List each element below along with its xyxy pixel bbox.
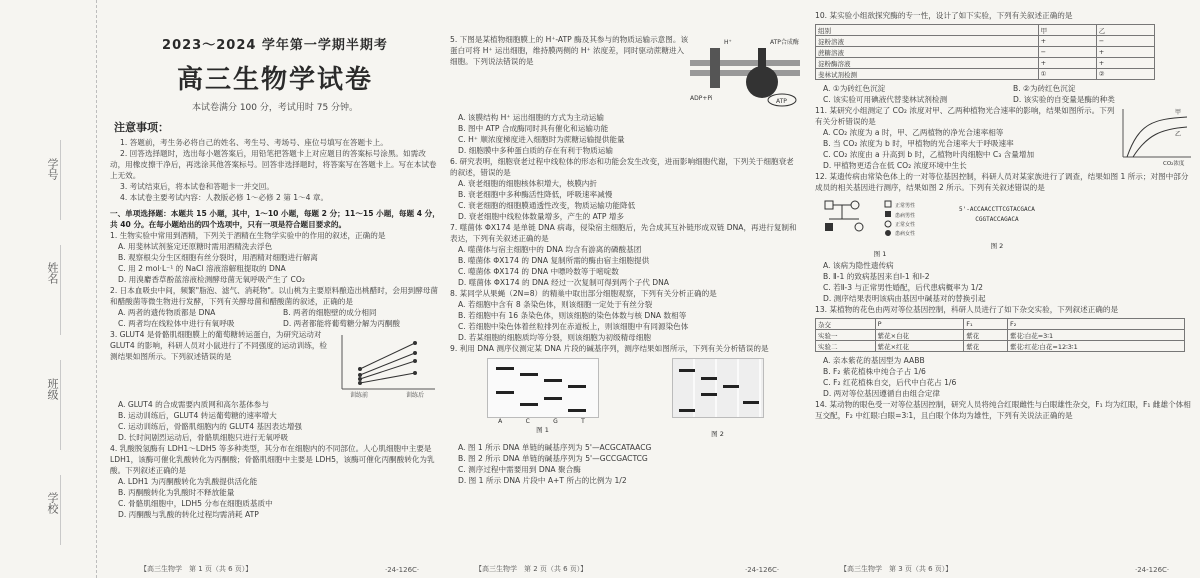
- table-cell: 甲: [1038, 25, 1096, 36]
- legend-label: 患病男性: [895, 213, 916, 219]
- answer-option: D. 噬菌体 ΦX174 的 DNA 经过一次复制可得到两个子代 DNA: [458, 278, 669, 287]
- table-row: [816, 330, 1185, 341]
- question-stem: 5. 下图是某植物细胞膜上的 H⁺-ATP 酶及其参与的物质运输示意图。该蛋白可将 H⁺ 运出细胞，维持膜两侧的 H⁺ 浓度差，同时驱动蔗糖进入细胞。下列说法错误的是: [450, 35, 689, 66]
- gel-band: [496, 391, 514, 394]
- table-cell: 紫花∶白花=3∶1: [1008, 330, 1185, 341]
- answer-option: D. 两者都能将葡萄糖分解为丙酮酸: [283, 319, 400, 328]
- data-point: [413, 351, 417, 355]
- answer-option: C. 两者均在线粒体中进行有氧呼吸: [118, 319, 235, 328]
- gel-figure-2: [672, 358, 764, 418]
- table-cell: 淀粉酶溶液: [816, 58, 1039, 69]
- answer-option: B. 图 2 所示 DNA 单链的碱基序列为 5'—GCCGACTCG: [458, 454, 648, 463]
- notice-item: 4. 本试卷主要考试内容：人教版必修 1～必修 2 第 1～4 章。: [120, 193, 329, 202]
- notice-item: 3. 考试结束后，将本试卷和答题卡一并交回。: [120, 182, 274, 191]
- table-row: [816, 341, 1185, 352]
- gel-band: [679, 409, 695, 412]
- legend-normal-male: [885, 201, 891, 207]
- figure-caption: 图 1: [873, 250, 887, 258]
- answer-option: D. 测序结果表明该病由基因中碱基对的替换引起: [823, 294, 986, 303]
- question-stem: 7. 噬菌体 ΦX174 是单链 DNA 病毒，侵染宿主细胞后，先合成其互补链形成双链 DNA，再进行复制和表达，下列有关叙述正确的是: [450, 223, 797, 243]
- answer-option: C. 衰老细胞的细胞膜通透性改变，物质运输功能降低: [458, 201, 636, 210]
- legend-normal-female: [885, 221, 891, 227]
- x-axis-label: CO₂浓度: [1163, 161, 1185, 167]
- answer-option: D. 若某细胞的细胞质均等分裂，则该细胞为初级精母细胞: [458, 333, 651, 342]
- table-cell: −: [1096, 36, 1154, 47]
- margin-line: [60, 140, 61, 220]
- answer-option: A. CO₂ 浓度为 a 时，甲、乙两植物的净光合速率相等: [823, 128, 1004, 137]
- answer-option: B. Ⅱ-1 的致病基因来自Ⅰ-1 和Ⅰ-2: [823, 272, 930, 281]
- gel-band: [679, 369, 695, 372]
- page-footer: 【高三生物学 第 3 页（共 6 页）】: [840, 565, 953, 573]
- data-point: [358, 381, 362, 385]
- answer-option: D. 图 1 所示 DNA 片段中 A+T 所占的比例为 1/2: [458, 476, 627, 485]
- question-stem: 8. 某同学从果蝇（2N=8）的精巢中取出部分细胞观察，下列有关分析正确的是: [450, 289, 717, 298]
- answer-option: C. H⁺ 顺浓度梯度进入细胞时为蔗糖运输提供能量: [458, 135, 625, 144]
- answer-option: C. 若Ⅱ-3 与正常男性婚配，后代患病概率为 1/2: [823, 283, 983, 292]
- margin-line: [60, 475, 61, 545]
- answer-option: A. 亲本紫花的基因型为 AABB: [823, 356, 925, 365]
- answer-option: A. ①为砖红色沉淀: [823, 84, 886, 93]
- answer-option: D. 长时间剧烈运动后，骨骼肌细胞只进行无氧呼吸: [118, 433, 289, 442]
- answer-option: D. 用溴麝香草酚蓝溶液检测酵母菌无氧呼吸产生了 CO₂: [118, 275, 305, 284]
- answer-option: B. 观察根尖分生区细胞有丝分裂时，用酒精对细胞进行解离: [118, 253, 318, 262]
- q11-curve-figure: [1115, 105, 1195, 167]
- table-cell: F₂: [1008, 319, 1185, 330]
- table-cell: −: [1038, 47, 1096, 58]
- fig-label: ATP合成酶: [770, 39, 799, 46]
- table-cell: 乙: [1096, 25, 1154, 36]
- answer-option: A. 衰老细胞的细胞核体积增大，核膜内折: [458, 179, 597, 188]
- answer-option: C. 噬菌体 ΦX174 的 DNA 中嘌呤数等于嘧啶数: [458, 267, 619, 276]
- answer-option: C. 骨骼肌细胞中，LDH5 分布在细胞质基质中: [118, 499, 273, 508]
- answer-option: B. F₂ 紫花植株中纯合子占 1/6: [823, 367, 926, 376]
- exam-subtitle: 2023～2024 学年第一学期半期考: [162, 38, 388, 53]
- lane-label: C: [525, 418, 530, 425]
- data-point: [413, 371, 417, 375]
- fig-label: ADP+Pi: [690, 95, 713, 102]
- margin-line: [60, 245, 61, 335]
- answer-option: B. 两者的细胞壁的成分相同: [283, 308, 377, 317]
- page-footer: 【高三生物学 第 1 页（共 6 页）】: [140, 565, 253, 573]
- answer-option: A. 该膜结构 H⁺ 运出细胞的方式为主动运输: [458, 113, 604, 122]
- lane-label: G: [553, 418, 558, 425]
- fig-label: H⁺: [724, 39, 732, 46]
- section-heading: 一、单项选择题：本题共 15 小题，其中，1～10 小题，每题 2 分；11～15 小题，每题 4 分，共 40 分。在每小题给出的四个选项中，只有一项是符合题目要求的。: [110, 209, 440, 229]
- answer-option: C. 测序过程中需要用到 DNA 聚合酶: [458, 465, 581, 474]
- lane-label: A: [498, 418, 503, 425]
- pedigree-figure: [815, 195, 945, 245]
- answer-option: C. F₂ 红花植株自交，后代中白花占 1/6: [823, 378, 957, 387]
- answer-option: D. 两对等位基因遵循自由组合定律: [823, 389, 940, 398]
- answer-option: C. 若细胞中染色体着丝粒排列在赤道板上，则该细胞中有同源染色体: [458, 322, 689, 331]
- pedigree-female: [851, 201, 859, 209]
- table-cell: 紫花: [964, 330, 1008, 341]
- sequence-line: CGGTACCAGACA: [975, 216, 1019, 223]
- notice-heading: 注意事项：: [114, 121, 169, 134]
- data-line: [360, 373, 415, 383]
- data-point: [413, 359, 417, 363]
- answer-option: A. 若细胞中含有 8 条染色体，则该细胞一定处于有丝分裂: [458, 300, 653, 309]
- answer-option: B. 丙酮酸转化为乳酸时不释放能量: [118, 488, 235, 497]
- question-stem: 13. 某植物的花色由两对等位基因控制，科研人员进行了如下杂交实验，下列叙述正确的是: [815, 305, 1119, 314]
- table-cell: 紫花: [964, 341, 1008, 352]
- legend-label: 正常女性: [895, 222, 916, 228]
- figure-caption: 图 2: [711, 430, 724, 438]
- page-3-column: [815, 10, 1195, 560]
- answer-option: A. GLUT4 的合成需要内质网和高尔基体参与: [118, 400, 269, 409]
- answer-option: B. 图中 ATP 合成酶同时具有催化和运输功能: [458, 124, 609, 133]
- margin-label-name: 姓名: [46, 262, 59, 284]
- table-cell: 组别: [816, 25, 1039, 36]
- table-cell: +: [1096, 58, 1154, 69]
- table-cell: 紫花×红花: [875, 341, 964, 352]
- answer-option: A. 图 1 所示 DNA 单链的碱基序列为 5'—ACGCATAACG: [458, 443, 652, 452]
- answer-option: D. 丙酮酸与乳酸的转化过程均需消耗 ATP: [118, 510, 259, 519]
- q3-line-figure: [330, 329, 440, 399]
- gel-band: [568, 385, 586, 388]
- sequence-line: 5'-ACCAACCTTCGTACGACA: [959, 206, 1035, 213]
- question-stem: 11. 某研究小组测定了 CO₂ 浓度对甲、乙两种植物光合速率的影响，结果如图所示。下列有关分析错误的是: [815, 106, 1115, 126]
- answer-option: B. 若细胞中有 16 条染色体，则该细胞的染色体数与核 DNA 数相等: [458, 311, 687, 320]
- table-row: [816, 58, 1155, 69]
- table-cell: ②: [1096, 69, 1154, 80]
- table-cell: P: [875, 319, 964, 330]
- page-1-column: [110, 34, 440, 560]
- answer-option: D. 甲植物更适合在低 CO₂ 浓度环境中生长: [823, 161, 967, 170]
- table-cell: 蔗糖溶液: [816, 47, 1039, 58]
- fig-label: ATP: [776, 98, 787, 105]
- gel-band: [496, 367, 514, 370]
- table-cell: 淀粉溶液: [816, 36, 1039, 47]
- legend-label: 正常男性: [895, 203, 916, 209]
- answer-option: B. 当 CO₂ 浓度为 b 时，甲植物的光合速率大于呼吸速率: [823, 139, 1014, 148]
- table-cell: +: [1096, 47, 1154, 58]
- table-cell: 斐林试剂检测: [816, 69, 1039, 80]
- q5-membrane-figure: [690, 34, 800, 112]
- curve-label: 甲: [1175, 109, 1182, 116]
- x-tick-label: 训练后: [406, 392, 425, 399]
- figure-caption: 图 1: [536, 426, 549, 434]
- x-tick-label: 训练前: [350, 392, 369, 399]
- table-cell: +: [1038, 36, 1096, 47]
- notice-item: 2. 回答选择题时，选出每小题答案后，用铅笔把答题卡上对应题目的答案标号涂黑。如需改动，用橡皮擦干净后，再选涂其他答案标号。回答非选择题时，将答案写在答题卡上。写在本试卷上无效。: [110, 149, 437, 180]
- pedigree-male: [825, 201, 833, 209]
- gel-band: [544, 397, 562, 400]
- q10-table: [815, 24, 1155, 80]
- legend-affected-male: [885, 211, 891, 217]
- data-point: [413, 341, 417, 345]
- pedigree-affected-male: [825, 223, 833, 231]
- data-point: [358, 373, 362, 377]
- table-cell: 实验一: [816, 330, 876, 341]
- gel-band: [701, 377, 717, 380]
- answer-option: A. 噬菌体与宿主细胞中的 DNA 均含有游离的磷酸基团: [458, 245, 642, 254]
- atp-synthase: [746, 66, 778, 98]
- gel-band: [701, 393, 717, 396]
- table-cell: F₁: [964, 319, 1008, 330]
- answer-option: C. CO₂ 浓度由 a 升高到 b 时，乙植物叶肉细胞中 C₃ 含量增加: [823, 150, 1035, 159]
- figure-caption: 图 2: [990, 242, 1004, 250]
- answer-option: B. 噬菌体 ΦX174 的 DNA 复制所需的酶由宿主细胞提供: [458, 256, 650, 265]
- answer-option: B. 衰老细胞中多种酶活性降低，呼吸速率减慢: [458, 190, 613, 199]
- margin-label-id: 学号: [46, 158, 59, 180]
- page-code: ·24-126C·: [385, 566, 420, 574]
- gel-band: [568, 409, 586, 412]
- question-stem: 3. GLUT4 是骨骼肌细胞膜上的葡萄糖转运蛋白，为研究运动对 GLUT4 的影响，科研人员对小鼠进行了不同强度的运动训练，检测结果如图所示。下列叙述错误的是: [110, 330, 328, 361]
- answer-option: C. 该实验可用碘液代替斐林试剂检测: [823, 95, 948, 104]
- page-2-column: [450, 34, 800, 560]
- gel-figure-1: [487, 358, 599, 418]
- table-cell: 紫花∶红花∶白花=12∶3∶1: [1008, 341, 1185, 352]
- answer-option: D. 细胞膜中多种蛋白质的存在有利于物质运输: [458, 146, 613, 155]
- exam-note: 本试卷满分 100 分，考试用时 75 分钟。: [191, 103, 359, 113]
- answer-option: A. LDH1 为丙酮酸转化为乳酸提供活化能: [118, 477, 258, 486]
- legend-affected-female: [885, 230, 891, 236]
- question-stem: 12. 某遗传病由常染色体上的一对等位基因控制，科研人员对某家族进行了调查，结果如图 1 所示；对图中部分成员的相关基因进行测序，结果如图 2 所示。下列有关叙述错误的是: [815, 172, 1189, 192]
- table-row: [816, 25, 1155, 36]
- question-stem: 10. 某实验小组欲探究酶的专一性，设计了如下实验，下列有关叙述正确的是: [815, 11, 1073, 20]
- q12-figures: [815, 195, 1195, 258]
- gel-band: [743, 401, 759, 404]
- notice-item: 1. 答题前，考生务必将自己的姓名、考生号、考场号、座位号填写在答题卡上。: [120, 138, 388, 147]
- atp-synthase-stalk: [758, 48, 766, 70]
- table-cell: 实验二: [816, 341, 876, 352]
- binding-margin: [0, 0, 97, 578]
- question-stem: 4. 乳酸脱氢酶有 LDH1～LDH5 等多种类型，其分布在细胞内的不同部位。人心肌细胞中主要是 LDH1，该酶可催化乳酸转化为丙酮酸；骨骼肌细胞中主要是 LDH5，该酶可催化丙酮酸转化为乳酸。下列叙述正确的是: [110, 444, 435, 475]
- table-row: [816, 69, 1155, 80]
- membrane-layer: [690, 70, 800, 76]
- answer-option: D. 该实验的自变量是酶的种类: [1013, 95, 1115, 104]
- data-point: [358, 367, 362, 371]
- page-code: ·24-126C·: [745, 566, 780, 574]
- data-point: [358, 377, 362, 381]
- q9-gel-figures: [450, 358, 800, 438]
- gel-band: [520, 403, 538, 406]
- answer-option: A. 两者的遗传物质都是 DNA: [118, 308, 216, 317]
- answer-option: D. 衰老细胞中线粒体数量增多，产生的 ATP 增多: [458, 212, 625, 221]
- answer-option: A. 用斐林试剂鉴定还原糖时需用酒精洗去浮色: [118, 242, 273, 251]
- curve-label: 乙: [1175, 131, 1182, 138]
- gel-band: [520, 373, 538, 376]
- table-row: [816, 319, 1185, 330]
- membrane-layer: [690, 60, 800, 66]
- page-code: ·24-126C·: [1135, 566, 1170, 574]
- table-cell: 紫花×白花: [875, 330, 964, 341]
- answer-option: B. 运动训练后，GLUT4 转运葡萄糖的速率增大: [118, 411, 277, 420]
- question-stem: 1. 生物实验中常用到酒精，下列关于酒精在生物学实验中的作用的叙述，正确的是: [110, 231, 386, 240]
- gel-band: [723, 385, 739, 388]
- page-footer: 【高三生物学 第 2 页（共 6 页）】: [475, 565, 588, 573]
- answer-option: A. 该病为隐性遗传病: [823, 261, 894, 270]
- q13-table: [815, 318, 1185, 352]
- exam-title: 高三生物学试卷: [176, 65, 373, 95]
- margin-label-school: 学校: [46, 492, 59, 514]
- lane-label: T: [581, 418, 585, 425]
- question-stem: 6. 研究表明，细胞衰老过程中线粒体的形态和功能会发生改变，进而影响细胞代谢，下列关于细胞衰老的叙述，错误的是: [450, 157, 794, 177]
- answer-option: C. 用 2 mol·L⁻¹ 的 NaCl 溶液溶解粗提取的 DNA: [118, 264, 286, 273]
- table-cell: +: [1038, 58, 1096, 69]
- table-row: [816, 36, 1155, 47]
- answer-option: B. ②为砖红色沉淀: [1013, 84, 1076, 93]
- question-stem: 9. 利用 DNA 测序仪测定某 DNA 片段的碱基序列，测序结果如图所示，下列有关分析错误的是: [450, 344, 769, 353]
- table-row: [816, 47, 1155, 58]
- channel-protein: [710, 48, 720, 88]
- table-cell: 杂交: [816, 319, 876, 330]
- sequence-figure: [959, 205, 1035, 225]
- margin-label-class: 班级: [46, 378, 59, 400]
- table-cell: ①: [1038, 69, 1096, 80]
- margin-line: [60, 360, 61, 450]
- answer-option: C. 运动训练后，骨骼肌细胞内的 GLUT4 基因表达增强: [118, 422, 303, 431]
- gel-band: [544, 379, 562, 382]
- question-stem: 2. 日本血吸虫中间，频繁"脂泡、滤气、消耗物"。以山桃为主要原料酿造出桃醋时，会用到酵母菌和醋酸菌等微生物进行发酵，下列有关酵母菌和醋酸菌的叙述，正确的是: [110, 286, 438, 306]
- legend-label: 患病女性: [895, 231, 916, 237]
- pedigree-female: [855, 223, 863, 231]
- question-stem: 14. 某动物的眼色受一对等位基因控制，研究人员将纯合红眼雌性与白眼雄性杂交，F₁ 均为红眼，F₁ 雌雄个体相互交配，F₂ 中红眼∶白眼=3∶1，且白眼个体均为雄性，下列有关说法正确的是: [815, 400, 1191, 420]
